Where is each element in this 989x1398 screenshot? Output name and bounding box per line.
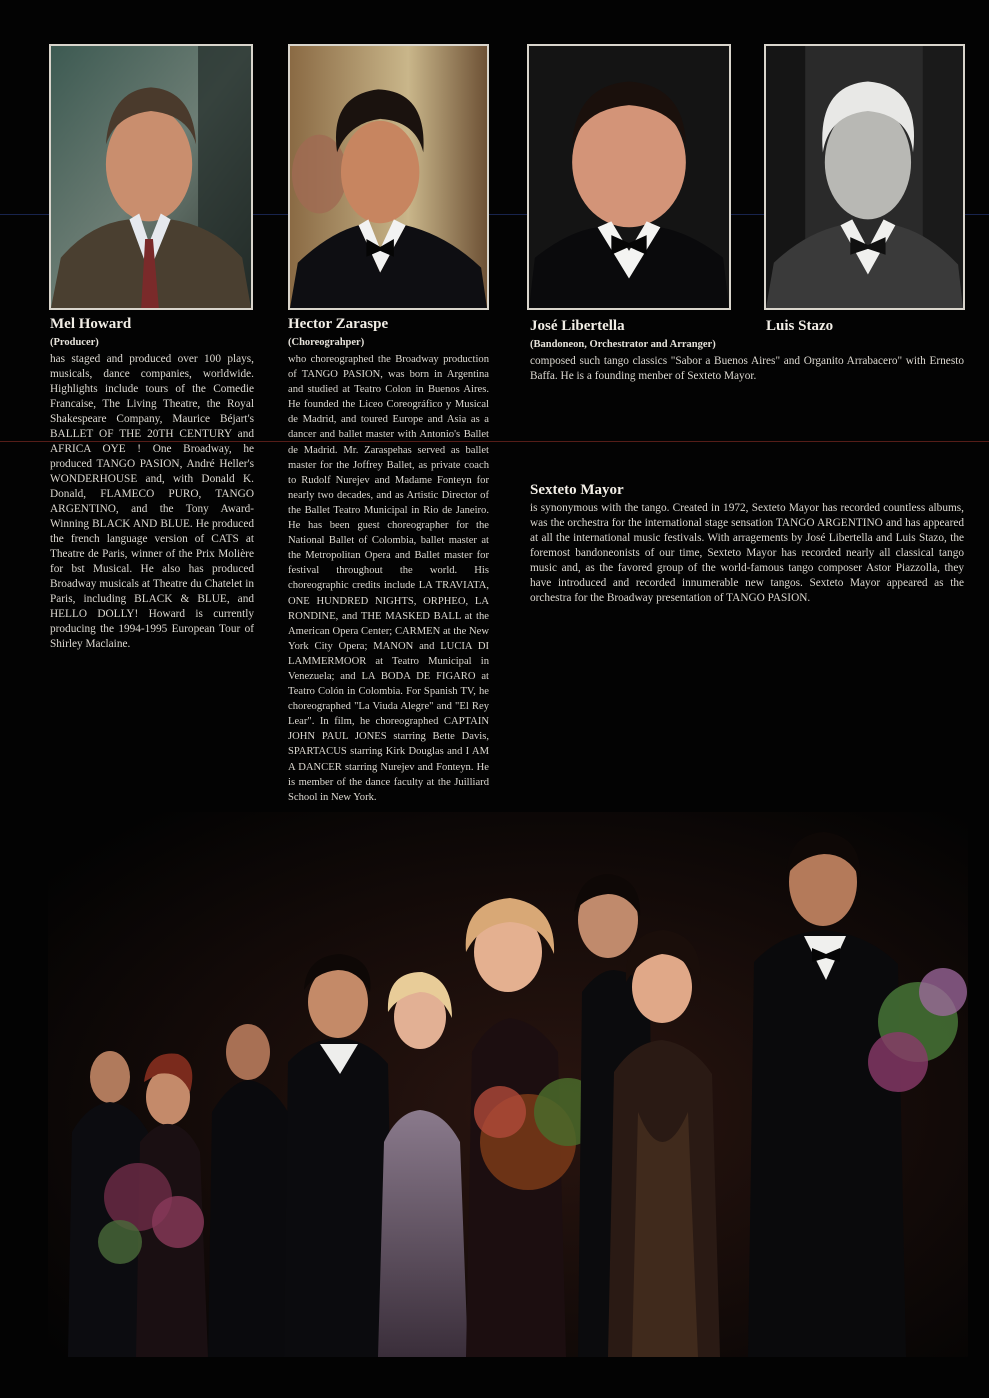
jose-libertella-bio: composed such tango classics "Sabor a Buenos Aires" and Organito Arrabacero" with Ernesto Baffa. He is a founding menber of Sexteto Mayor. bbox=[530, 355, 964, 382]
cast-stage-photo bbox=[48, 812, 968, 1357]
mel-howard-role: (Producer) bbox=[50, 337, 99, 348]
luis-stazo-photo bbox=[764, 44, 965, 310]
hector-zaraspe-name: Hector Zaraspe bbox=[288, 316, 389, 332]
jose-libertella-name: José Libertella bbox=[530, 318, 625, 334]
jose-libertella-photo bbox=[527, 44, 731, 310]
sexteto-mayor-name: Sexteto Mayor bbox=[530, 482, 624, 498]
luis-stazo-name: Luis Stazo bbox=[766, 318, 834, 334]
mel-howard-bio: has staged and produced over 100 plays, musicals, dance companies, worldwide. Highlights include tours of the Comedie Francaise, The Living Theatre, the Royal Shakespeare Company, Maurice Béjart's BALLET OF THE 20TH CENTURY and AFRICA OYE ! One Broadway, he produced TANGO PASION, André Heller's WONDERHOUSE and, with Donald K. Donald, FLAMECO PURO, TANGO ARGENTINO, and the Tony Award-Winning BLACK AND BLUE. He produced the french language version of CATS at Theatre de Paris, winner of the Prix Molière for bst Musical. He also has produced Broadway musicals at Theatre du Chatelet in Paris, including BLACK & BLUE, and HELLO DOLLY! Howard is currently producing the 1994-1995 European Tour of Shirley Maclaine. bbox=[50, 353, 254, 650]
hector-zaraspe-role: (Choreograhper) bbox=[288, 337, 365, 348]
sexteto-mayor-bio: is synonymous with the tango. Created in 1972, Sexteto Mayor has recorded countless albums, was the orchestra for the international stage sensation TANGO ARGENTINO and has appeared at all the international music festivals. With arragements by José Libertella and Luis Stazo, the foremost bandoneonists of our time, Sexteto Mayor has recorded nearly all classical tango music and, as the favored group of the world-famous tango composer Astor Piazzolla, they have introduced and recorded innumerable new tangos. Sexteto Mayor appeared as the orchestra for the Broadway presentation of TANGO PASION. bbox=[530, 502, 964, 604]
hector-zaraspe-bio: who choreographed the Broadway production of TANGO PASION, was born in Argentina and studied at Teatro Colon in Buenos Aires. He founded the Liceo Coreográfico y Musical de Madrid, and toured Europe and Asia as a dancer and ballet master with Antonio's Ballet de Madrid. Mr. Zaraspehas served as ballet master for the Joffrey Ballet, as private coach to Rudolf Nurejev and Madame Fonteyn for nearly two decades, and as Artistic Director of the Ballet Teatro Municipal in Rio de Janeiro. He has been guest choreographer for the National Ballet of Colombia, ballet master at the Metropolitan Opera and Ballet master for festival throughout the world. His choreographic credits include LA TRAVIATA, ONE HUNDRED NIGHTS, ORPHEO, LA RONDINE, and THE MASKED BALL at the American Opera Center; CARMEN at the New York City Opera; MANON and LUCIA DI LAMMERMOOR at Teatro Municipal in Venezuela; and LA BODA DE FIGARO at Teatro Colón in Colombia. For Spanish TV, he choreographed "La Viuda Alegre" and "El Rey Lear". In film, he choreographed CAPTAIN JOHN PAUL JONES starring Bette Davis, SPARTACUS starring Kirk Douglas and I AM A DANCER starring Nurejev and Fonteyn. He is member of the dance faculty at the Juilliard School in New York. bbox=[288, 354, 489, 803]
mel-howard-name: Mel Howard bbox=[50, 316, 132, 332]
jose-libertella-role: (Bandoneon, Orchestrator and Arranger) bbox=[530, 339, 716, 350]
mel-howard-photo bbox=[49, 44, 253, 310]
hector-zaraspe-photo bbox=[288, 44, 489, 310]
